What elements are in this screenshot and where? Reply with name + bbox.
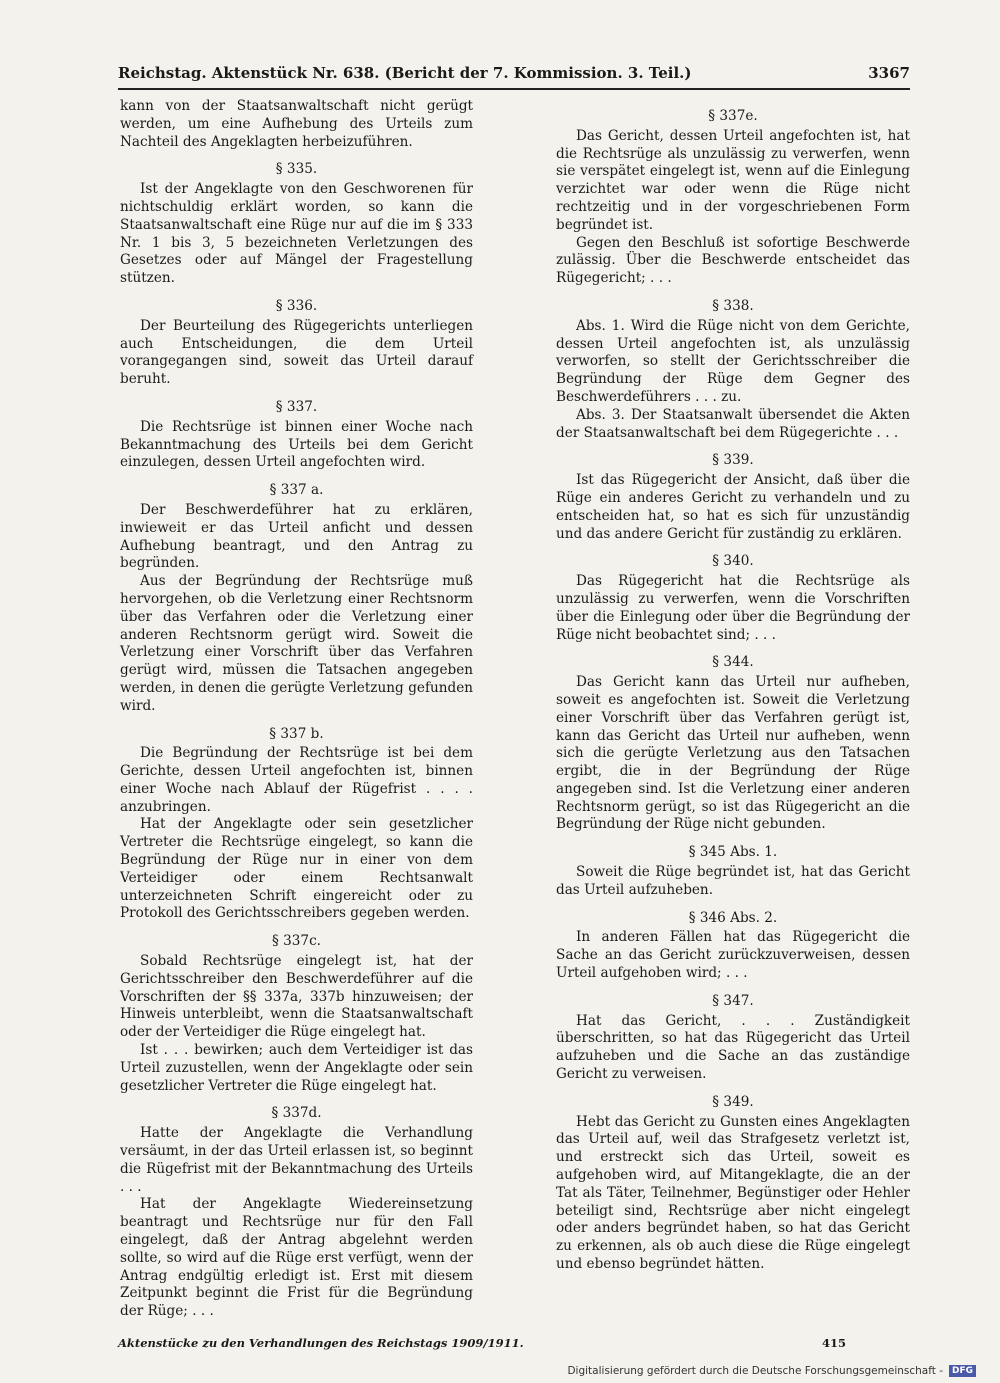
paragraph: Ist der Angeklagte von den Geschworenen für nichtschuldig erklärt worden, so kann die Staatsanwaltschaft eine Rüge nur auf die im § 333 Nr. 1 bis 3, 5 bezeichneten Verletzungen des Gesetzes oder auf Mängel der Fragestellung stützen. [120,181,473,287]
paragraph: Der Beschwerdeführer hat zu erklären, inwieweit er das Urteil anficht und dessen Aufhebung beantragt, und den Antrag zu begründen. [120,501,473,572]
section-heading: § 339. [712,452,754,469]
section-heading: § 337c. [272,933,321,950]
paragraph: Hat das Gericht, . . . Zuständigkeit überschritten, so hat das Rügegericht das Urteil aufzuheben und die Sache an das zuständige Gericht zu verweisen. [556,1012,910,1083]
dfg-logo: DFG [949,1365,976,1377]
paragraph: Gegen den Beschluß ist sofortige Beschwerde zulässig. Über die Beschwerde entscheidet das Rügegericht; . . . [556,234,910,287]
section-heading: § 347. [712,992,754,1009]
header-rule [118,88,910,90]
paragraph: Hatte der Angeklagte die Verhandlung versäumt, in der das Urteil erlassen ist, so beginnt die Rügefrist mit der Bekanntmachung des Urteils . . . [120,1125,473,1195]
paragraph: In anderen Fällen hat das Rügegericht die Sache an das Gericht zurückzuverweisen, dessen Urteil aufgehoben wird; . . . [556,929,910,982]
section-heading: § 336. [275,297,318,314]
section-heading: § 337d. [271,1105,322,1122]
paragraph: Das Gericht, dessen Urteil angefochten ist, hat die Rechtsrüge als unzulässig zu verwerfen, wenn sie verspätet eingelegt ist, wenn auf die Einlegung verzichtet war oder wenn die Rüge nicht rechtzeitig und in der vorgeschriebenen Form begründet ist. [556,127,910,233]
paragraph: Das Gericht kann das Urteil nur aufheben, soweit es angefochten ist. Soweit die Verletzung einer Vorschrift über das Verfahren gerügt ist, kann das Gericht das Urteil nur aufheben, wenn sich die gerügte Verletzung aus den Tatsachen ergibt, die in der Begründung der Rüge angegeben sind. Ist die Verletzung einer anderen Rechtsnorm gerügt, so ist das Rügegericht an die Begründung der Rüge nicht gebunden. [556,674,910,833]
digitization-credit [567,1364,976,1378]
paragraph: Hebt das Gericht zu Gunsten eines Angeklagten das Urteil auf, weil das Strafgesetz verletzt ist, und erstreckt sich das Urteil, soweit es aufgehoben wird, auf Mitangeklagte, die an der Tat als Täter, Teilnehmer, Begünstiger oder Hehler beteiligt sind, Rechtsrüge aber nicht eingelegt oder anders begründet haben, so hat das Gericht zu erkennen, als ob auch diese die Rüge eingelegt und ebenso begründet hätten. [556,1113,910,1273]
section-heading: § 346 Abs. 2. [688,909,778,926]
page-header [118,64,910,86]
footer-source: Aktenstücke zu den Verhandlungen des Reichstags 1909/1911. [118,1336,524,1350]
footer-sheet-number: 415 [822,1336,847,1350]
section-heading: § 344. [712,654,754,671]
paragraph: Abs. 1. Wird die Rüge nicht von dem Gerichte, dessen Urteil angefochten ist, als unzulässig verworfen, so stellt der Gerichtsschreiber die Begründung der Rüge dem Gegner des Beschwerdeführers . . . zu. [556,317,910,405]
section-heading: § 338. [712,297,754,314]
section-heading: § 349. [712,1093,754,1110]
page-number: 3367 [868,64,910,82]
paragraph: Sobald Rechtsrüge eingelegt ist, hat der Gerichtsschreiber den Beschwerdeführer auf die Vorschriften der §§ 337a, 337b hinzuweisen; der Hinweis unterbleibt, wenn die Staatsanwaltschaft oder der Verteidiger die Rüge eingelegt hat. [120,953,473,1041]
paragraph: Das Rügegericht hat die Rechtsrüge als unzulässig zu verwerfen, wenn die Vorschriften über die Einlegung oder über die Begründung der Rüge nicht beobachtet sind; . . . [556,573,910,643]
paragraph: Ist . . . bewirken; auch dem Verteidiger ist das Urteil zuzustellen, wenn der Angeklagte oder sein gesetzlicher Vertreter die Rüge eingelegt hat. [120,1042,473,1094]
paragraph: Aus der Begründung der Rechtsrüge muß hervorgehen, ob die Verletzung einer Rechtsnorm über das Verfahren oder die Verletzung einer anderen Rechtsnorm gerügt wird. Soweit die Verletzung einer Vorschrift über das Verfahren gerügt wird, müssen die Tatsachen angegeben werden, in denen die gerügte Verletzung gefunden wird. [120,573,473,714]
paragraph: Abs. 3. Der Staatsanwalt übersendet die Akten der Staatsanwaltschaft bei dem Rügegerichte . . . [556,406,910,441]
section-heading: § 337. [275,398,318,415]
paragraph: Die Rechtsrüge ist binnen einer Woche nach Bekanntmachung des Urteils bei dem Gericht einzulegen, dessen Urteil angefochten wird. [120,418,473,471]
paragraph: Hat der Angeklagte Wiedereinsetzung beantragt und Rechtsrüge nur für den Fall eingelegt, daß der Antrag abgelehnt werden sollte, so wird auf die Rüge erst verfügt, wenn der Antrag endgültig erledigt ist. Erst mit diesem Zeitpunkt beginnt die Frist für die Begründung der Rüge; . . . [120,1196,473,1320]
header-title: Reichstag. Aktenstück Nr. 638. (Bericht der 7. Kommission. 3. Teil.) [118,64,692,82]
right-column [556,98,910,1274]
paragraph: Die Begründung der Rechtsrüge ist bei dem Gerichte, dessen Urteil angefochten ist, binnen einer Woche nach Ablauf der Rügefrist . . . . anzubringen. [120,745,473,815]
section-heading: § 335. [275,161,318,178]
section-heading: § 340. [712,553,754,570]
paragraph: kann von der Staatsanwaltschaft nicht gerügt werden, um eine Aufhebung des Urteils zum Nachteil des Angeklagten herbeizuführen. [120,98,473,150]
paragraph: Hat der Angeklagte oder sein gesetzlicher Vertreter die Rechtsrüge eingelegt, so kann die Begründung der Rüge nur in einer von dem Verteidiger oder einem Rechtsanwalt unterzeichneten Schrift eingereicht oder zu Protokoll des Gerichtsschreibers gegeben werden. [120,816,473,922]
paragraph: Soweit die Rüge begründet ist, hat das Gericht das Urteil aufzuheben. [556,864,910,898]
section-heading: § 337e. [708,108,758,124]
section-heading: § 337 b. [269,725,324,742]
left-column [120,98,473,1321]
paragraph: Ist das Rügegericht der Ansicht, daß über die Rüge ein anderes Gericht zu verhandeln und zu entscheiden hat, so hat es sich für unzuständig und das andere Gericht für zuständig zu erklären. [556,472,910,542]
paragraph: Der Beurteilung des Rügegerichts unterliegen auch Entscheidungen, die dem Urteil vorangegangen sind, soweit das Urteil darauf beruht. [120,317,473,388]
credit-text: Digitalisierung gefördert durch die Deutsche Forschungsgemeinschaft - [567,1365,943,1377]
section-heading: § 345 Abs. 1. [688,844,778,861]
section-heading: § 337 a. [269,482,324,499]
